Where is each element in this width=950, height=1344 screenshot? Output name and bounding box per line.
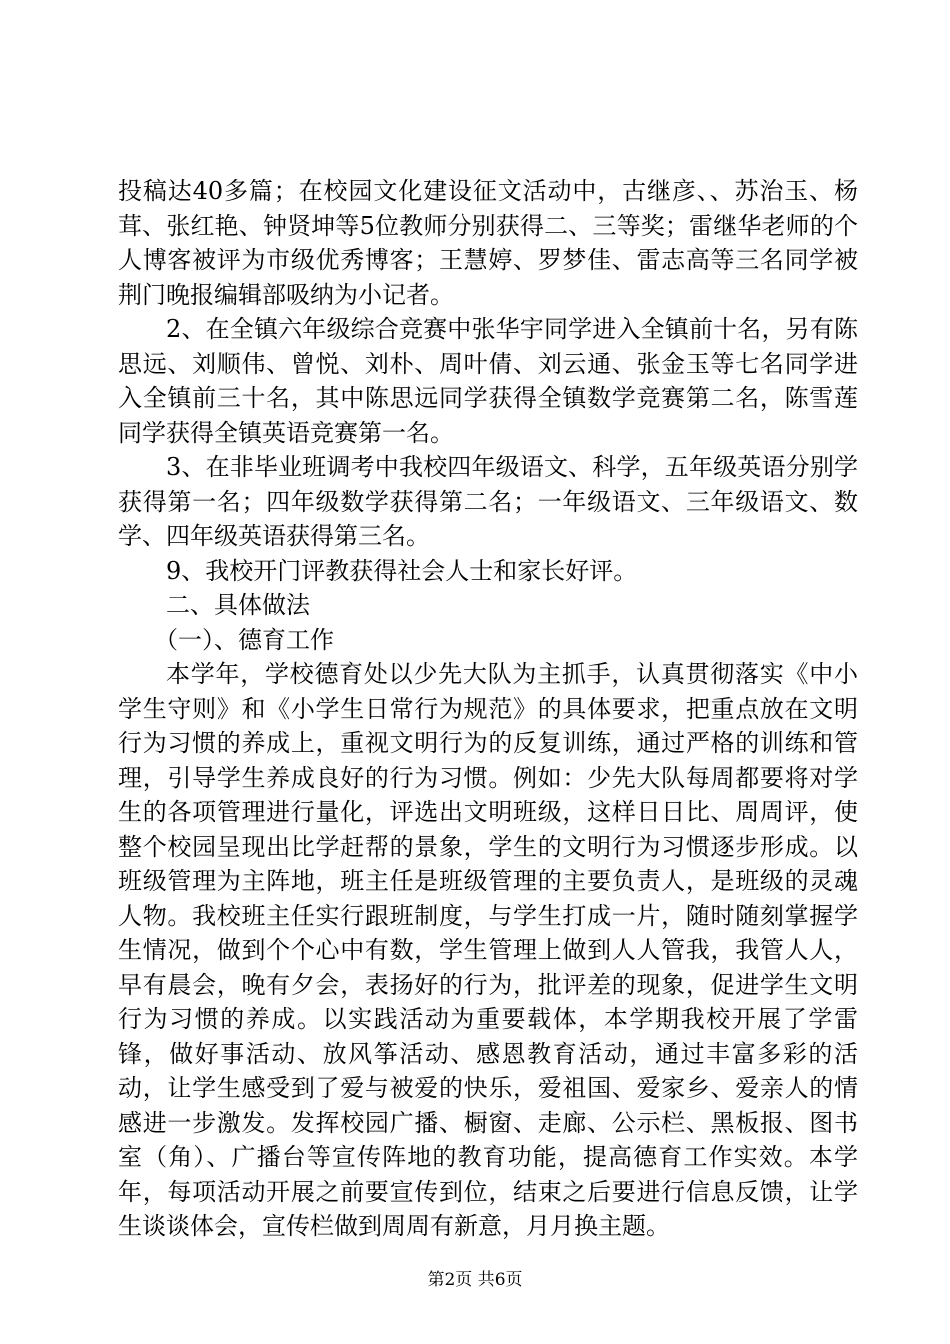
paragraph-continuation: 投稿达40多篇；在校园文化建设征文活动中，古继彦、、苏治玉、杨茸、张红艳、钟贤坤等5位教师分别获得二、三等奖；雷继华老师的个人博客被评为市级优秀博客；王慧婷、罗梦佳、雷志高等三名同学被荆门晚报编辑部吸纳为小记者。 bbox=[118, 177, 858, 309]
paragraph-item-3: 3、在非毕业班调考中我校四年级语文、科学，五年级英语分别学获得第一名；四年级数学获得第二名；一年级语文、三年级语文、数学、四年级英语获得第三名。 bbox=[118, 453, 858, 550]
page-number-footer: 第2页 共6页 bbox=[427, 1270, 523, 1290]
document-body bbox=[118, 174, 858, 1244]
subsection-heading: （一）、德育工作 bbox=[154, 625, 334, 654]
section-heading: 二、具体做法 bbox=[166, 591, 310, 619]
paragraph-moral-education: 本学年，学校德育处以少先大队为主抓手，认真贯彻落实《中小学生守则》和《小学生日常行为规范》的具体要求，把重点放在文明行为习惯的养成上，重视文明行为的反复训练，通过严格的训练和管理，引导学生养成良好的行为习惯。例如：少先大队每周都要将对学生的各项管理进行量化，评选出文明班级，这样日日比、周周评，使整个校园呈现出比学赶帮的景象，学生的文明行为习惯逐步形成。以班级管理为主阵地，班主任是班级管理的主要负责人，是班级的灵魂人物。我校班主任实行跟班制度，与学生打成一片，随时随刻掌握学生情况，做到个个心中有数，学生管理上做到人人管我，我管人人，早有晨会，晚有夕会，表扬好的行为，批评差的现象，促进学生文明行为习惯的养成。以实践活动为重要载体，本学期我校开展了学雷锋，做好事活动、放风筝活动、感恩教育活动，通过丰富多彩的活动，让学生感受到了爱与被爱的快乐，爱祖国、爱家乡、爱亲人的情感进一步激发。发挥校园广播、橱窗、走廊、公示栏、黑板报、图书室（角）、广播台等宣传阵地的教育功能，提高德育工作实效。本学年，每项活动开展之前要宣传到位，结束之后要进行信息反馈，让学生谈谈体会，宣传栏做到周周有新意，月月换主题。 bbox=[118, 660, 858, 1240]
paragraph-item-2: 2、在全镇六年级综合竞赛中张华宇同学进入全镇前十名，另有陈思远、刘顺伟、曾悦、刘朴、周叶倩、刘云通、张金玉等七名同学进入全镇前三十名，其中陈思远同学获得全镇数学竞赛第二名，陈雪莲同学获得全镇英语竞赛第一名。 bbox=[118, 315, 858, 447]
paragraph-item-9: 9、我校开门评教获得社会人士和家长好评。 bbox=[166, 556, 638, 585]
